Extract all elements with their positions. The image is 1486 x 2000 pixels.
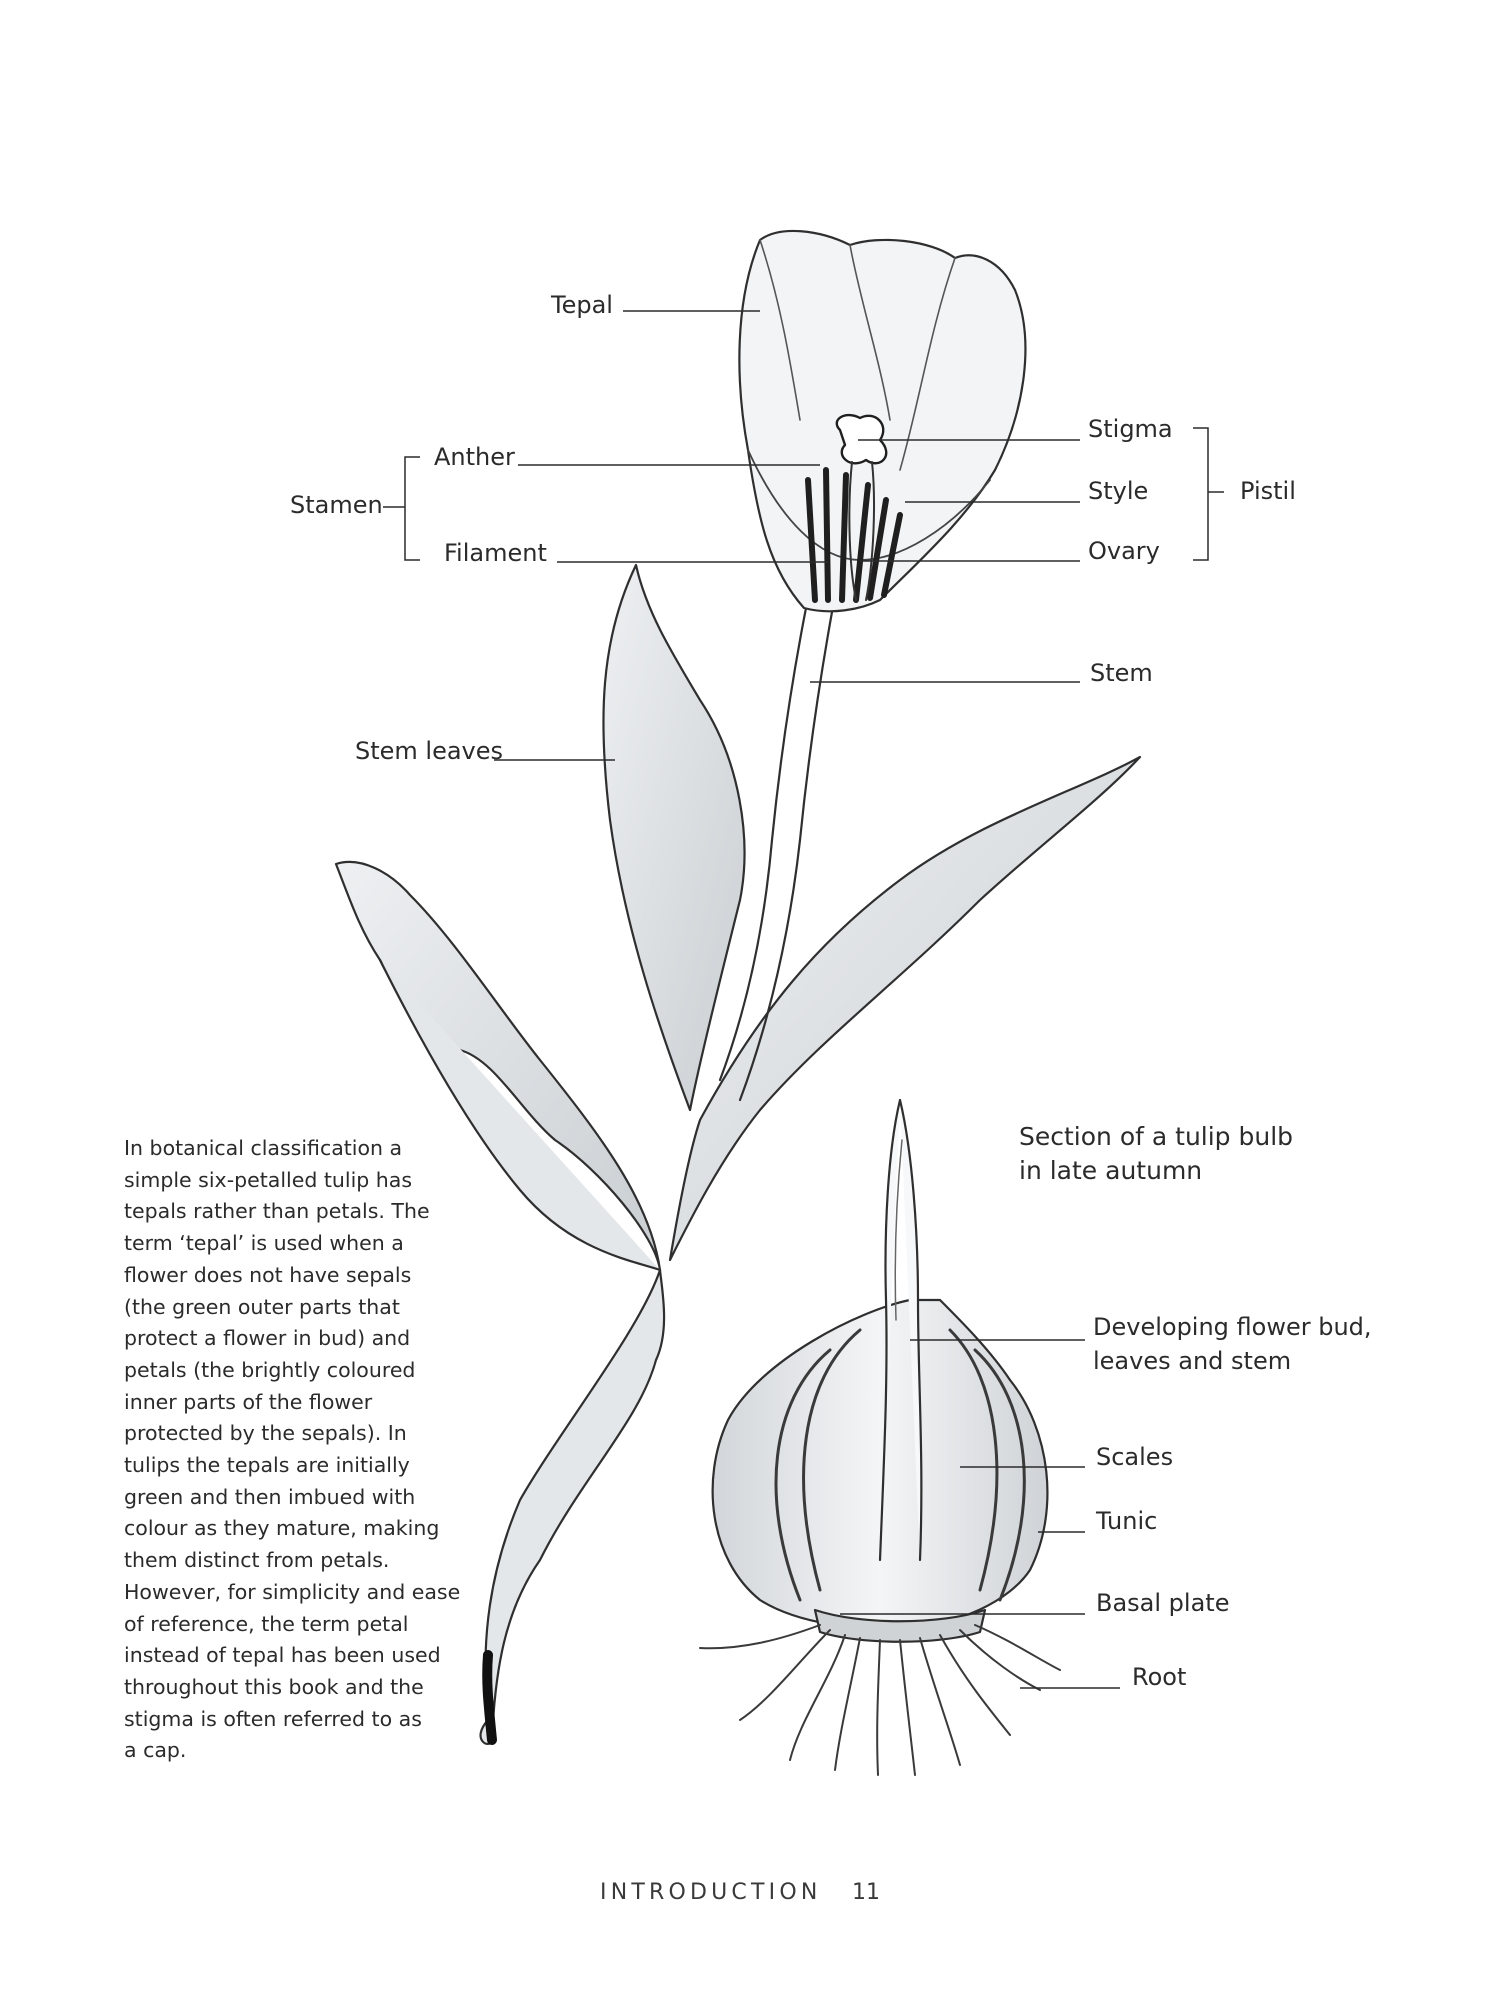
stem-leaf bbox=[603, 565, 744, 1110]
label-stem-leaves: Stem leaves bbox=[355, 737, 504, 765]
paragraph-line: protect a flower in bud) and bbox=[124, 1326, 411, 1351]
paragraph-line: In botanical classification a bbox=[124, 1136, 403, 1160]
label-tepal: Tepal bbox=[551, 291, 613, 319]
paragraph-line: throughout this book and the bbox=[124, 1674, 424, 1699]
label-flower-bud bbox=[1093, 1310, 1372, 1378]
label-stem: Stem bbox=[1090, 659, 1153, 687]
paragraph-line: protected by the sepals). In bbox=[124, 1421, 407, 1446]
label-style: Style bbox=[1088, 477, 1149, 505]
paragraph-line: term ‘tepal’ is used when a bbox=[124, 1231, 404, 1256]
paragraph-line: inner parts of the flower bbox=[124, 1389, 373, 1414]
bulb-roots bbox=[700, 1625, 1060, 1775]
label-ovary: Ovary bbox=[1088, 537, 1160, 565]
label-tunic: Tunic bbox=[1096, 1507, 1158, 1535]
paragraph-line: (the green outer parts that bbox=[124, 1294, 400, 1319]
label-pistil: Pistil bbox=[1240, 477, 1296, 505]
tepal-outer bbox=[739, 231, 1025, 611]
bulb-caption-line-2: in late autumn bbox=[1019, 1156, 1203, 1185]
label-anther: Anther bbox=[434, 443, 515, 471]
paragraph-line: colour as they mature, making bbox=[124, 1516, 440, 1541]
footer-section-title: INTRODUCTION bbox=[600, 1880, 822, 1905]
paragraph-line: tepals rather than petals. The bbox=[124, 1199, 430, 1224]
paragraph-line: flower does not have sepals bbox=[124, 1262, 412, 1287]
label-flower-bud-line-1: Developing flower bud, bbox=[1093, 1313, 1372, 1341]
paragraph-line: them distinct from petals. bbox=[124, 1548, 390, 1573]
label-filament: Filament bbox=[444, 539, 547, 567]
label-stigma: Stigma bbox=[1088, 415, 1173, 443]
bulb-drawing bbox=[700, 1100, 1060, 1775]
paragraph-line: instead of tepal has been used bbox=[124, 1643, 441, 1668]
paragraph-line: of reference, the term petal bbox=[124, 1611, 409, 1636]
paragraph-line: petals (the brightly coloured bbox=[124, 1357, 416, 1382]
bulb-caption bbox=[1019, 1120, 1293, 1188]
label-basal-plate: Basal plate bbox=[1096, 1589, 1230, 1617]
label-scales: Scales bbox=[1096, 1443, 1174, 1471]
label-stamen: Stamen bbox=[290, 491, 383, 519]
bulb-caption-line-1: Section of a tulip bulb bbox=[1019, 1122, 1294, 1151]
paragraph-line: stigma is often referred to as bbox=[124, 1706, 422, 1731]
body-paragraph bbox=[124, 1133, 461, 1767]
paragraph-line: a cap. bbox=[124, 1738, 187, 1763]
paragraph-line: However, for simplicity and ease bbox=[124, 1579, 461, 1604]
stigma-shape bbox=[837, 415, 886, 463]
label-flower-bud-line-2: leaves and stem bbox=[1093, 1347, 1292, 1375]
footer-page-number: 11 bbox=[852, 1880, 880, 1905]
paragraph-line: tulips the tepals are initially bbox=[124, 1453, 410, 1478]
label-root: Root bbox=[1132, 1663, 1187, 1691]
paragraph-line: green and then imbued with bbox=[124, 1484, 416, 1509]
paragraph-line: simple six-petalled tulip has bbox=[124, 1167, 413, 1192]
